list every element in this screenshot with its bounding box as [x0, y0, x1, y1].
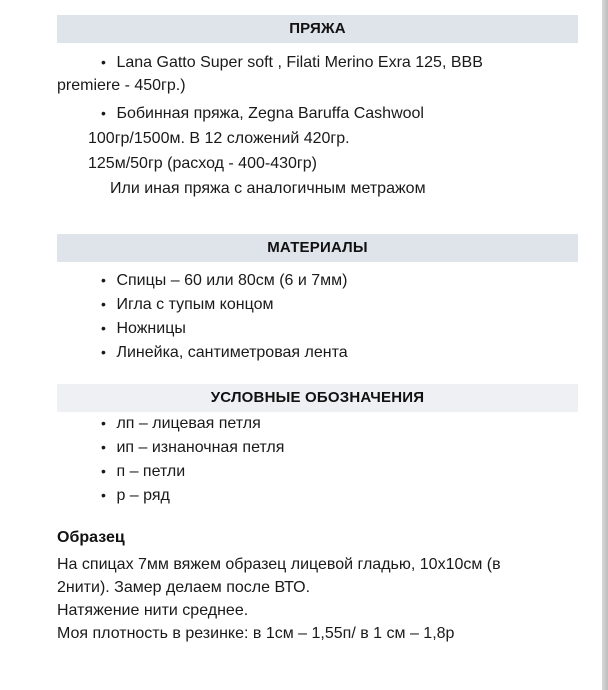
sample-line: Моя плотность в резинке: в 1см – 1,55п/ в 1 см – 1,8р	[57, 625, 455, 642]
bullet-icon: •	[101, 344, 106, 360]
yarn-item-2	[101, 103, 424, 124]
materials-section-heading: МАТЕРИАЛЫ	[57, 234, 578, 262]
bullet-icon: •	[101, 320, 106, 336]
materials-item-text: Ножницы	[116, 320, 186, 337]
sample-line: Натяжение нити среднее.	[57, 602, 249, 619]
bullet-icon: •	[101, 439, 106, 455]
materials-item-text: Линейка, сантиметровая лента	[116, 344, 348, 361]
yarn-item-2-line-2: 100гр/1500м. В 12 сложений 420гр.	[88, 130, 350, 147]
bullet-icon: •	[101, 487, 106, 503]
bullet-icon: •	[101, 296, 106, 312]
symbols-section-heading: УСЛОВНЫЕ ОБОЗНАЧЕНИЯ	[57, 384, 578, 412]
materials-item	[101, 270, 347, 291]
yarn-alternative: Или иная пряжа с аналогичным метражом	[110, 180, 426, 197]
sample-line: 2нити). Замер делаем после ВТО.	[57, 579, 311, 596]
bullet-icon: •	[101, 54, 106, 70]
symbols-item	[101, 413, 261, 434]
bullet-icon: •	[101, 415, 106, 431]
sample-title: Образец	[57, 529, 125, 546]
bullet-icon: •	[101, 272, 106, 288]
symbols-item-text: лп – лицевая петля	[116, 415, 261, 432]
sample-line: На спицах 7мм вяжем образец лицевой гладью, 10х10см (в	[57, 556, 501, 573]
materials-item-text: Игла с тупым концом	[116, 296, 274, 313]
symbols-item-text: ип – изнаночная петля	[116, 439, 285, 456]
yarn-item-2-line-3: 125м/50гр (расход - 400-430гр)	[88, 155, 317, 172]
materials-item	[101, 294, 273, 315]
yarn-item-2-text: Бобинная пряжа, Zegna Baruffa Cashwool	[116, 105, 424, 122]
materials-item	[101, 318, 186, 339]
symbols-item-text: р – ряд	[116, 487, 170, 504]
yarn-section-heading: ПРЯЖА	[57, 15, 578, 43]
bullet-icon: •	[101, 463, 106, 479]
symbols-item	[101, 461, 185, 482]
yarn-item-1-continued: premiere - 450гр.)	[57, 77, 186, 94]
symbols-item-text: п – петли	[116, 463, 186, 480]
yarn-item-1	[101, 52, 483, 73]
page-edge	[602, 0, 608, 690]
bullet-icon: •	[101, 105, 106, 121]
symbols-item	[101, 485, 170, 506]
materials-item-text: Спицы – 60 или 80см (6 и 7мм)	[116, 272, 348, 289]
materials-item	[101, 342, 348, 363]
yarn-item-1-text: Lana Gatto Super soft , Filati Merino Exra 125, BBB	[116, 54, 483, 71]
symbols-item	[101, 437, 284, 458]
